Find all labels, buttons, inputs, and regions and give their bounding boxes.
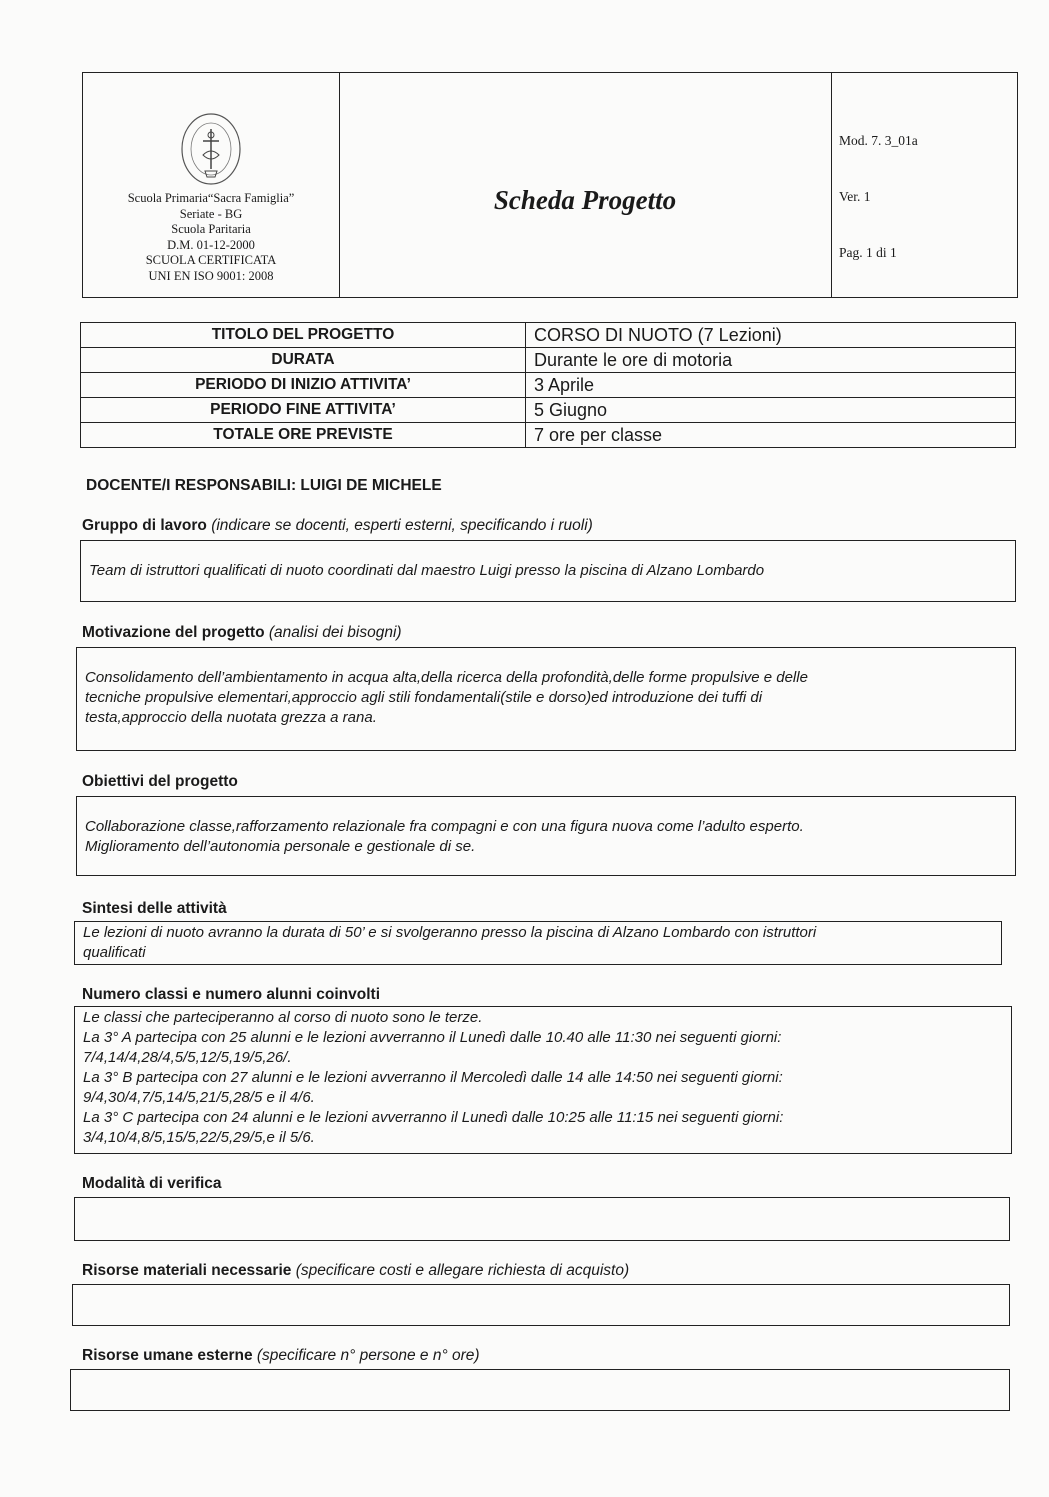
risorse-materiali-heading bbox=[82, 1262, 629, 1280]
row-value: 5 Giugno bbox=[526, 398, 1016, 423]
docenti-text: DOCENTE/I RESPONSABILI: LUIGI DE MICHELE bbox=[86, 477, 442, 494]
risorse-materiali-hint: (specificare costi e allegare richiesta di acquisto) bbox=[295, 1262, 630, 1279]
row-value: Durante le ore di motoria bbox=[526, 348, 1016, 373]
classi-heading bbox=[82, 986, 380, 1004]
sintesi-heading bbox=[82, 900, 227, 918]
school-decree: D.M. 01-12-2000 bbox=[167, 237, 255, 252]
gruppo-hint: (indicare se docenti, esperti esterni, specificando i ruoli) bbox=[211, 517, 593, 534]
classi-line: 3/4,10/4,8/5,15/5,22/5,29/5,e il 5/6. bbox=[83, 1129, 315, 1146]
classi-box bbox=[74, 1006, 1012, 1154]
obiettivi-line: Miglioramento dell’autonomia personale e gestionale di se. bbox=[85, 838, 476, 855]
header-school-cell bbox=[83, 73, 340, 297]
risorse-materiali-box bbox=[72, 1284, 1010, 1326]
row-label: TOTALE ORE PREVISTE bbox=[81, 423, 526, 448]
risorse-materiali-title: Risorse materiali necessarie bbox=[82, 1262, 292, 1279]
classi-line: La 3° B partecipa con 27 alunni e le lezioni avverranno il Mercoledì dalle 14 alle 14:50 nei seguenti giorni: bbox=[83, 1069, 783, 1086]
motivazione-line: testa,approccio della nuotata grezza a rana. bbox=[85, 709, 377, 726]
project-info-table bbox=[80, 322, 1016, 448]
obiettivi-title: Obiettivi del progetto bbox=[82, 773, 238, 790]
gruppo-text: Team di istruttori qualificati di nuoto coordinati dal maestro Luigi presso la piscina di Alzano Lombardo bbox=[89, 562, 765, 579]
header-title-cell bbox=[339, 73, 832, 297]
row-label: TITOLO DEL PROGETTO bbox=[81, 323, 526, 348]
sintesi-line: Le lezioni di nuoto avranno la durata di 50’ e si svolgeranno presso la piscina di Alzano Lombardo con istruttori bbox=[83, 924, 817, 941]
motivazione-title: Motivazione del progetto bbox=[82, 624, 265, 641]
risorse-umane-hint: (specificare n° persone e n° ore) bbox=[256, 1347, 480, 1364]
row-label: PERIODO FINE ATTIVITA’ bbox=[81, 398, 526, 423]
school-certified: SCUOLA CERTIFICATA bbox=[145, 253, 277, 267]
page-number: Pag. 1 di 1 bbox=[839, 245, 897, 260]
sintesi-box bbox=[74, 921, 1002, 965]
classi-line: 9/4,30/4,7/5,14/5,21/5,28/5 e il 4/6. bbox=[83, 1089, 315, 1106]
module-code: Mod. 7. 3_01a bbox=[839, 133, 918, 148]
risorse-umane-box bbox=[70, 1369, 1010, 1411]
docenti-responsabili bbox=[86, 477, 442, 495]
motivazione-box bbox=[76, 647, 1016, 751]
sintesi-line: qualificati bbox=[83, 944, 146, 961]
header-meta-cell bbox=[831, 73, 1017, 297]
row-value: 3 Aprile bbox=[526, 373, 1016, 398]
table-row bbox=[81, 348, 1016, 373]
risorse-umane-heading bbox=[82, 1347, 480, 1365]
obiettivi-box bbox=[76, 796, 1016, 876]
document-header bbox=[82, 72, 1018, 298]
motivazione-heading bbox=[82, 624, 402, 642]
gruppo-title: Gruppo di lavoro bbox=[82, 517, 207, 534]
classi-line: 7/4,14/4,28/4,5/5,12/5,19/5,26/. bbox=[83, 1049, 292, 1066]
gruppo-box bbox=[80, 540, 1016, 602]
version: Ver. 1 bbox=[839, 189, 871, 204]
motivazione-line: tecniche propulsive elementari,approccio agli stili fondamentali(stile e dorso)ed introduzione dei tuffi di bbox=[85, 689, 763, 706]
table-row bbox=[81, 323, 1016, 348]
table-row bbox=[81, 373, 1016, 398]
table-row bbox=[81, 398, 1016, 423]
obiettivi-heading bbox=[82, 773, 238, 791]
page-title: Scheda Progetto bbox=[493, 185, 677, 215]
school-city: Seriate - BG bbox=[179, 206, 243, 221]
motivazione-hint: (analisi dei bisogni) bbox=[268, 624, 402, 641]
sintesi-title: Sintesi delle attività bbox=[82, 900, 227, 917]
risorse-umane-title: Risorse umane esterne bbox=[82, 1347, 253, 1364]
row-value: CORSO DI NUOTO (7 Lezioni) bbox=[526, 323, 1016, 348]
school-name: Scuola Primaria“Sacra Famiglia” bbox=[127, 191, 295, 205]
table-row bbox=[81, 423, 1016, 448]
row-label: PERIODO DI INIZIO ATTIVITA’ bbox=[81, 373, 526, 398]
obiettivi-line: Collaborazione classe,rafforzamento relazionale fra compagni e con una figura nuova come l’adulto esperto. bbox=[85, 818, 804, 835]
school-iso: UNI EN ISO 9001: 2008 bbox=[148, 268, 274, 283]
classi-title: Numero classi e numero alunni coinvolti bbox=[82, 986, 381, 1003]
school-type: Scuola Paritaria bbox=[171, 222, 251, 236]
school-seal-icon bbox=[179, 111, 243, 187]
school-info bbox=[83, 191, 339, 284]
classi-line: Le classi che parteciperanno al corso di nuoto sono le terze. bbox=[83, 1009, 483, 1026]
classi-line: La 3° A partecipa con 25 alunni e le lezioni avverranno il Lunedì dalle 10.40 alle 11:30 nei seguenti giorni: bbox=[83, 1029, 782, 1046]
row-value: 7 ore per classe bbox=[526, 423, 1016, 448]
motivazione-line: Consolidamento dell’ambientamento in acqua alta,della ricerca della profondità,delle forme propulsive e delle bbox=[85, 669, 808, 686]
verifica-box bbox=[74, 1197, 1010, 1241]
verifica-heading bbox=[82, 1175, 222, 1193]
verifica-title: Modalità di verifica bbox=[82, 1175, 222, 1192]
row-label: DURATA bbox=[81, 348, 526, 373]
gruppo-heading bbox=[82, 517, 593, 535]
classi-line: La 3° C partecipa con 24 alunni e le lezioni avverranno il Lunedì dalle 10:25 alle 11:15 nei seguenti giorni: bbox=[83, 1109, 784, 1126]
